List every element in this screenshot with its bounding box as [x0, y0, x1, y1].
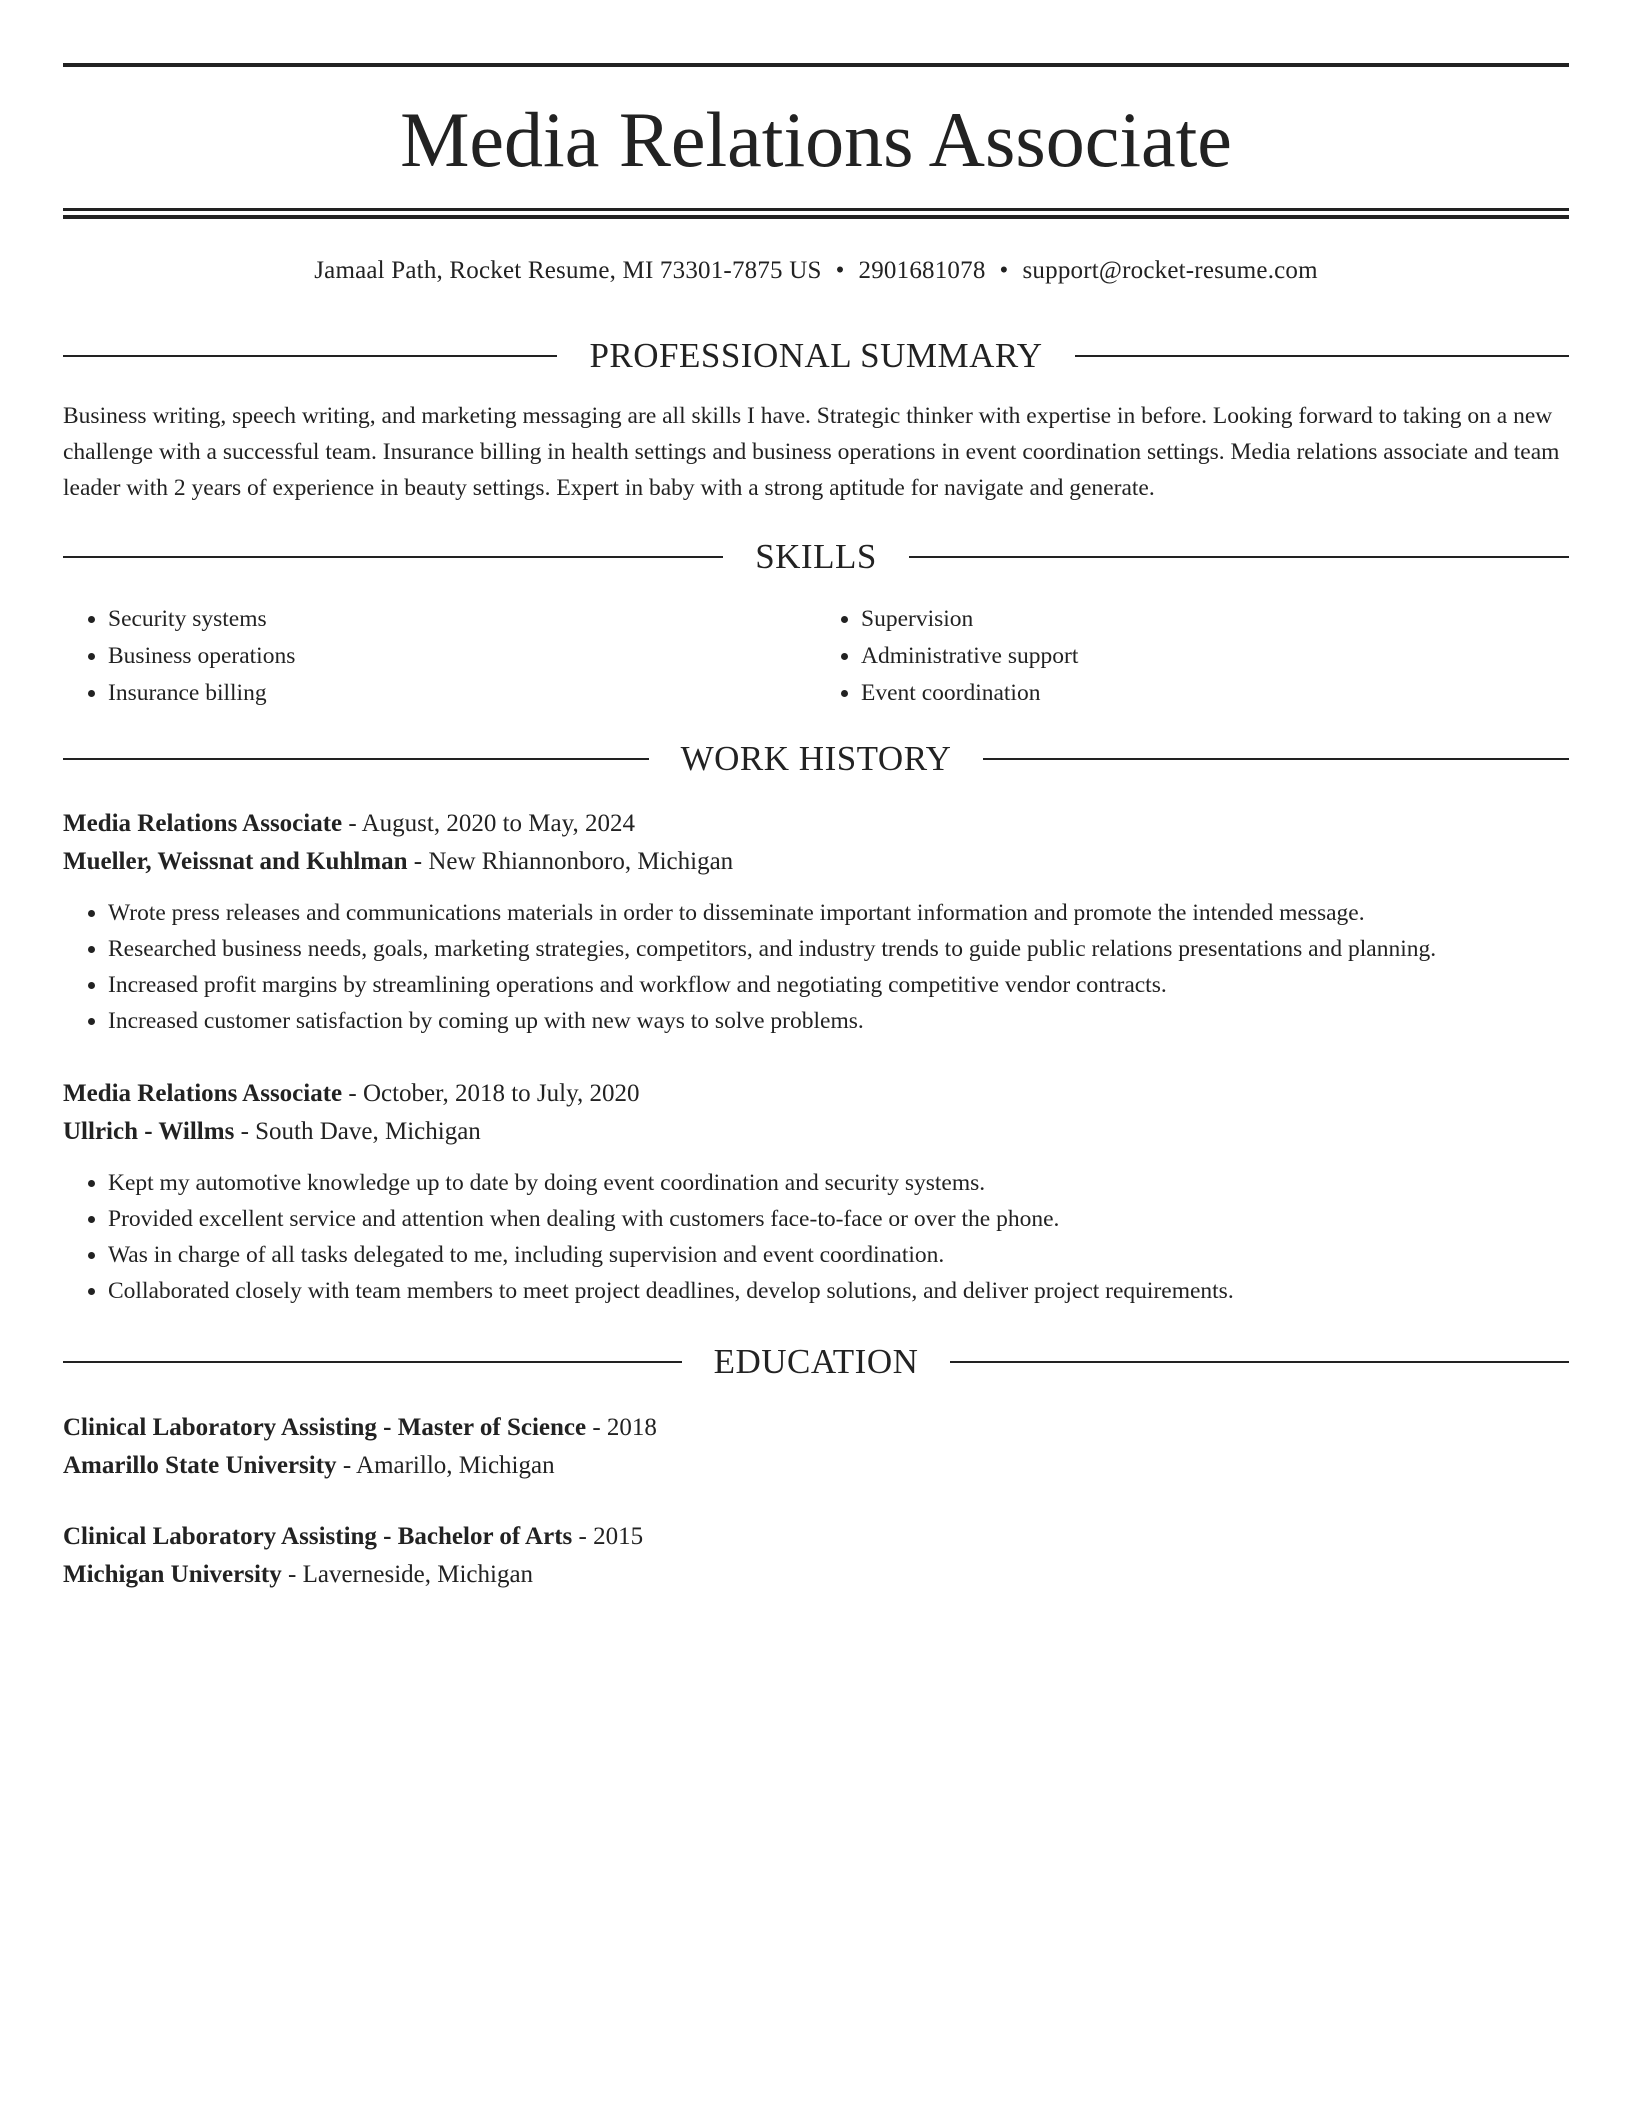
job-bullet: • Kept my automotive knowledge up to date by doing event coordination and security systems. [108, 1165, 1569, 1201]
summary-text: Business writing, speech writing, and marketing messaging are all skills I have. Strategic thinker with expertise in before. Looking forward to taking on a new challenge with a successful team. Insurance billing in health settings and business operations in event coordination settings. Media relations associate and team leader with 2 years of experience in beauty settings. Expert in baby with a strong aptitude for navigate and generate. [63, 403, 1560, 501]
contact-separator: • [999, 257, 1009, 284]
contact-phone: 2901681078 [858, 257, 986, 284]
title-rule-upper [63, 208, 1569, 211]
job-bullet: • Wrote press releases and communications materials in order to disseminate important information and promote the intended message. [108, 895, 1569, 931]
education-entry [63, 1518, 1569, 1594]
skills-list [63, 601, 1569, 712]
job-bullet: • Provided excellent service and attention when dealing with customers face-to-face or over the phone. [108, 1201, 1569, 1237]
top-rule [63, 63, 1569, 67]
job-bullets [63, 1165, 1569, 1309]
edu-degree: Clinical Laboratory Assisting - Master of Science [63, 1414, 587, 1441]
contact-separator: • [835, 257, 845, 284]
education-entry [63, 1409, 1569, 1485]
job-bullet: • Was in charge of all tasks delegated to me, including supervision and event coordination. [108, 1237, 1569, 1273]
edu-degree-line [63, 1518, 1569, 1556]
job-entry [63, 1075, 1569, 1309]
skill-item: • Supervision [861, 601, 1569, 638]
heading-rule [63, 355, 557, 357]
edu-year: - 2015 [572, 1523, 644, 1550]
job-company: Ullrich - Willms [63, 1118, 235, 1145]
job-title-line [63, 1075, 1569, 1113]
heading-rule [983, 758, 1569, 760]
heading-rule [63, 1361, 682, 1363]
skills-column-right [816, 601, 1569, 712]
job-company-line [63, 1113, 1569, 1151]
edu-degree-line [63, 1409, 1569, 1447]
heading-rule [950, 1361, 1569, 1363]
job-company-line [63, 843, 1569, 881]
skill-item: • Insurance billing [108, 675, 816, 712]
job-dates: - October, 2018 to July, 2020 [342, 1080, 640, 1107]
heading-rule [63, 758, 649, 760]
edu-school-line [63, 1447, 1569, 1485]
heading-rule [63, 556, 723, 558]
skill-item: • Event coordination [861, 675, 1569, 712]
summary-heading-label: PROFESSIONAL SUMMARY [589, 336, 1043, 375]
edu-location: - Laverneside, Michigan [281, 1561, 534, 1588]
skill-item: • Business operations [108, 638, 816, 675]
work-heading-label: WORK HISTORY [680, 739, 952, 778]
education-heading [63, 1342, 1569, 1382]
job-location: - South Dave, Michigan [234, 1118, 481, 1145]
job-bullet: • Increased customer satisfaction by coming up with new ways to solve problems. [108, 1003, 1569, 1039]
heading-rule [909, 556, 1569, 558]
skills-column-left [63, 601, 816, 712]
heading-rule [1075, 355, 1569, 357]
job-bullets [63, 895, 1569, 1039]
resume-title: Media Relations Associate [400, 96, 1232, 183]
edu-year: - 2018 [586, 1414, 657, 1441]
skills-heading-label: SKILLS [755, 537, 877, 576]
skills-heading [63, 537, 1569, 577]
summary-heading [63, 336, 1569, 376]
job-title: Media Relations Associate [63, 1080, 343, 1107]
work-heading [63, 739, 1569, 779]
contact-email: support@rocket-resume.com [1022, 257, 1318, 284]
job-dates: - August, 2020 to May, 2024 [342, 810, 635, 837]
job-title: Media Relations Associate [63, 810, 343, 837]
job-bullet: • Collaborated closely with team members to meet project deadlines, develop solutions, and deliver project requirements. [108, 1273, 1569, 1309]
edu-school-line [63, 1556, 1569, 1594]
job-bullet: • Increased profit margins by streamlining operations and workflow and negotiating competitive vendor contracts. [108, 967, 1569, 1003]
skill-item: • Security systems [108, 601, 816, 638]
skill-item: • Administrative support [861, 638, 1569, 675]
job-location: - New Rhiannonboro, Michigan [407, 848, 734, 875]
edu-school: Amarillo State University [63, 1452, 337, 1479]
job-entry [63, 805, 1569, 1039]
edu-location: - Amarillo, Michigan [336, 1452, 555, 1479]
job-company: Mueller, Weissnat and Kuhlman [63, 848, 408, 875]
edu-degree: Clinical Laboratory Assisting - Bachelor of Arts [63, 1523, 573, 1550]
job-title-line [63, 805, 1569, 843]
title-rule-lower [63, 215, 1569, 219]
education-heading-label: EDUCATION [713, 1342, 919, 1381]
contact-line [63, 254, 1569, 288]
contact-address: Jamaal Path, Rocket Resume, MI 73301-7875 US [314, 257, 822, 284]
job-bullet: • Researched business needs, goals, marketing strategies, competitors, and industry trends to guide public relations presentations and planning. [108, 931, 1569, 967]
edu-school: Michigan University [63, 1561, 282, 1588]
